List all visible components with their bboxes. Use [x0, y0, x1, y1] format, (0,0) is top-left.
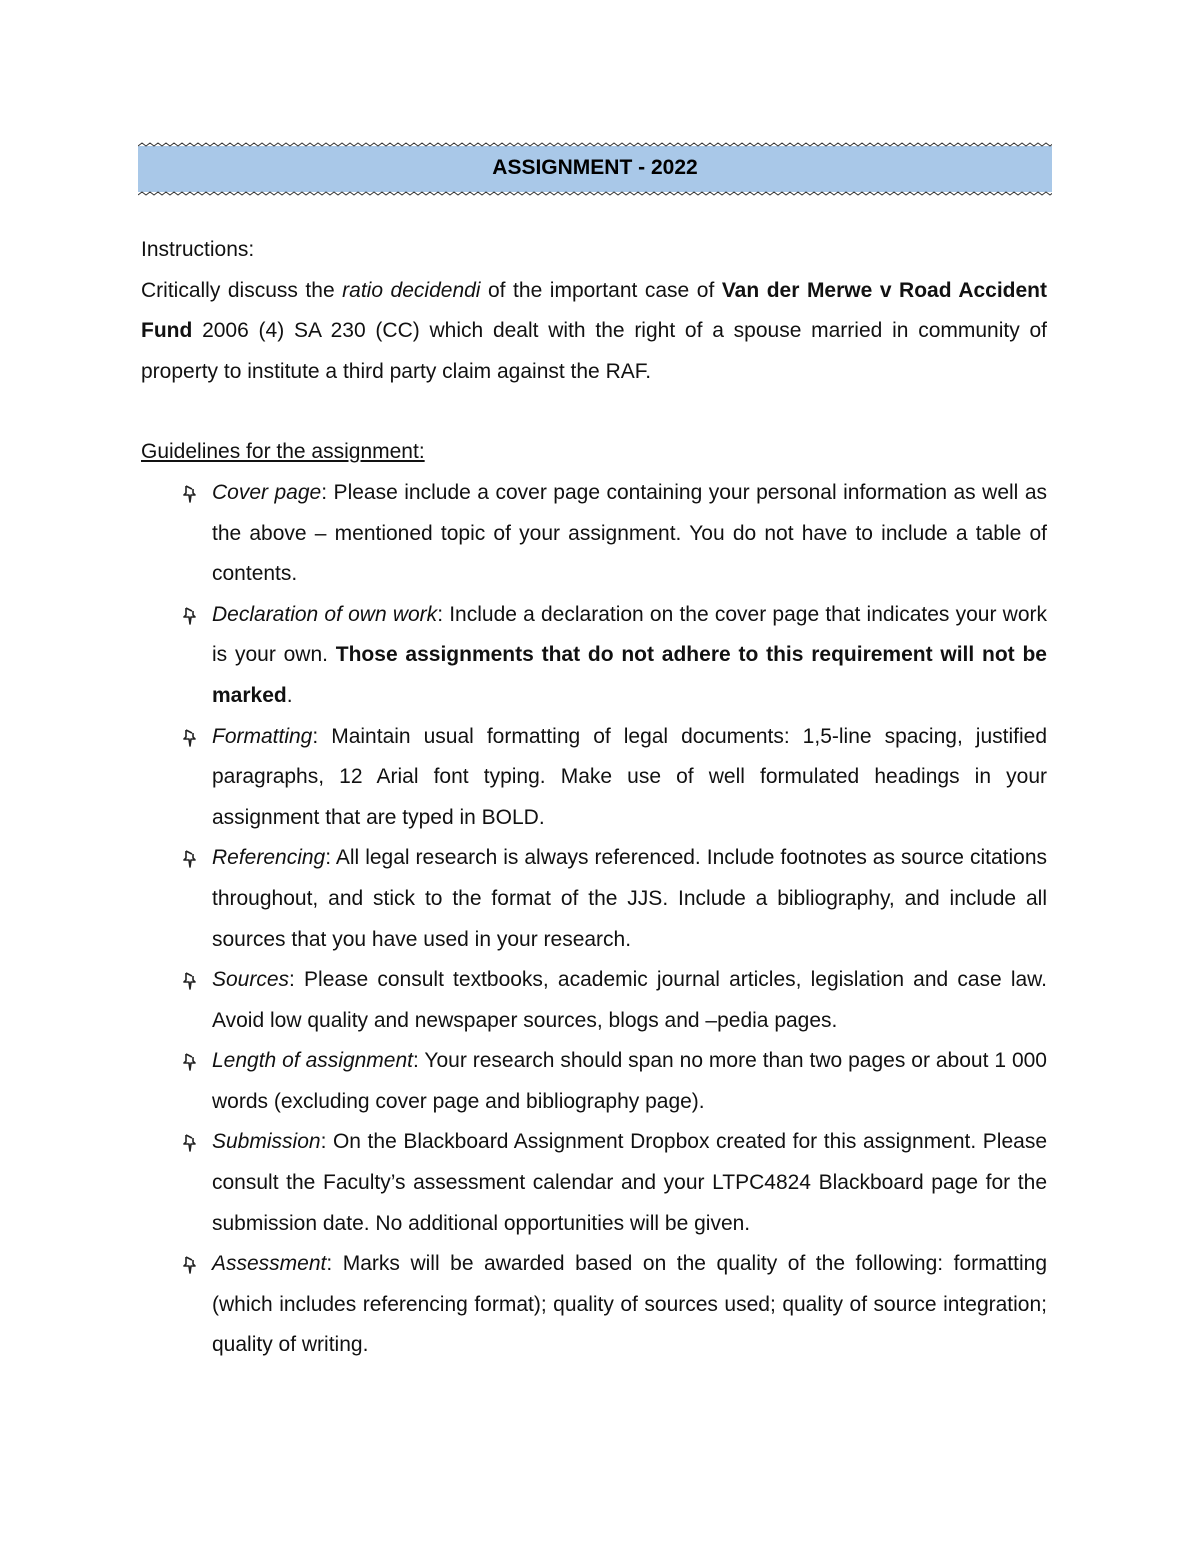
pushpin-icon — [183, 1256, 197, 1274]
banner-wave-line — [138, 143, 1052, 146]
guideline-item — [141, 838, 1047, 960]
instructions-label: Instructions: — [141, 238, 255, 261]
guideline-emphasis: Those assignments that do not adhere to this requirement will not be marked — [212, 643, 1047, 707]
guideline-title: Referencing — [212, 846, 326, 870]
pushpin-icon — [183, 485, 197, 503]
guideline-tail: . — [286, 683, 293, 707]
guideline-item — [141, 595, 1047, 717]
guideline-text: : Please include a cover page containing your personal information as well as the above – mentioned topic of your assignment. You do not have to include a table of contents. — [212, 480, 1047, 586]
guideline-text: : Maintain usual formatting of legal documents: 1,5-line spacing, justified paragraphs, 12 Arial font typing. Make use of well formulated headings in your assignment that are typed in BOLD. — [212, 724, 1047, 829]
guideline-text: : Marks will be awarded based on the quality of the following: formatting (which includes referencing format); quality of sources used; quality of source integration; quality of writing. — [212, 1252, 1047, 1357]
guideline-item — [141, 960, 1047, 1041]
pushpin-icon — [183, 972, 197, 990]
page-title: ASSIGNMENT - 2022 — [492, 156, 698, 179]
document-body — [141, 230, 1047, 1366]
pushpin-icon — [183, 729, 197, 747]
intro-text: of the important case of — [480, 278, 722, 302]
case-name: Van der Merwe v Road Accident Fund — [141, 278, 1047, 343]
guideline-item — [141, 1122, 1047, 1244]
guideline-item — [141, 717, 1047, 839]
pushpin-icon — [183, 1134, 197, 1152]
guideline-item — [141, 1244, 1047, 1366]
instructions-paragraph — [141, 271, 1047, 393]
guideline-text: : Please consult textbooks, academic journal articles, legislation and case law. Avoid low quality and newspaper sources, blogs and –pedia pages. — [212, 968, 1047, 1032]
guideline-title: Formatting — [212, 724, 313, 748]
guideline-title: Declaration of own work — [212, 602, 438, 626]
guideline-text: : Your research should span no more than two pages or about 1 000 words (excluding cover page and bibliography page). — [212, 1049, 1047, 1113]
guideline-title: Cover page — [212, 480, 322, 504]
guideline-text: : On the Blackboard Assignment Dropbox created for this assignment. Please consult the Faculty’s assessment calendar and your LTPC4824 Blackboard page for the submission date. No additional opportunities will be given. — [212, 1130, 1047, 1235]
guideline-title: Assessment — [212, 1252, 327, 1276]
intro-italic: ratio decidendi — [342, 278, 481, 302]
guideline-item — [141, 473, 1047, 595]
intro-text: Critically discuss the — [141, 278, 343, 302]
title-banner — [138, 138, 1052, 200]
guideline-text: : All legal research is always referenced. Include footnotes as source citations throughout, and stick to the format of the JJS. Include a bibliography, and include all sources that you have used in your research. — [212, 846, 1047, 951]
guideline-text: : Include a declaration on the cover page that indicates your work is your own. — [212, 602, 1047, 667]
guideline-item — [141, 1041, 1047, 1122]
pushpin-icon — [183, 850, 197, 868]
banner-wave-line — [138, 192, 1052, 195]
pushpin-icon — [183, 607, 197, 625]
guidelines-list — [141, 473, 1047, 1366]
guideline-title: Submission — [212, 1130, 321, 1154]
guidelines-heading: Guidelines for the assignment: — [141, 440, 425, 464]
guideline-title: Length of assignment — [212, 1049, 413, 1073]
intro-text: 2006 (4) SA 230 (CC) which dealt with the right of a spouse married in community of property to institute a third party claim against the RAF. — [141, 319, 1047, 383]
guideline-title: Sources — [212, 968, 290, 992]
pushpin-icon — [183, 1053, 197, 1071]
